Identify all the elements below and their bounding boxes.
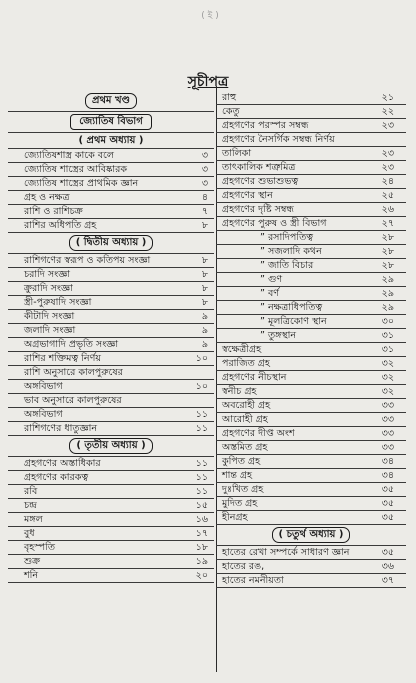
entry-title: বুধ xyxy=(24,528,35,539)
entry-title: গ্রহগণের স্থান xyxy=(222,190,273,201)
entry-title: রাশিগণের স্বরূপ ও কতিপয় সংজ্ঞা xyxy=(24,255,151,266)
chapter-1-heading: ( প্রথম অধ্যায় ) xyxy=(8,133,214,149)
entry-title: কুপিত গ্রহ xyxy=(222,456,261,467)
entry-page-number: ৩৩ xyxy=(381,414,394,425)
entry-page-number: ২৪ xyxy=(381,176,394,187)
chapter-2-label: ( দ্বিতীয় অধ্যায় ) xyxy=(69,235,154,251)
index-entry xyxy=(8,352,214,366)
index-entry xyxy=(8,394,214,408)
index-entry xyxy=(216,119,406,133)
entry-title: গ্রহগণের পুরুষ ও স্ত্রী বিভাগ xyxy=(222,218,327,229)
entry-title: তালিকা xyxy=(222,148,252,159)
entry-page-number: ১৮ xyxy=(195,542,208,553)
entry-page-number: ১১ xyxy=(195,472,208,483)
entry-page-number: ৮ xyxy=(201,255,208,266)
index-entry xyxy=(216,357,406,371)
entry-page-number: ১৯ xyxy=(195,556,208,567)
entry-page-number: ২৫ xyxy=(381,190,394,201)
index-entry xyxy=(8,191,214,205)
entry-page-number: ৩৩ xyxy=(381,442,394,453)
index-entry xyxy=(8,471,214,485)
chapter-4-heading xyxy=(216,525,406,546)
index-entry xyxy=(8,513,214,527)
index-entry xyxy=(8,338,214,352)
right-column xyxy=(216,91,416,588)
entry-title: রাশির অধিপতি গ্রহ xyxy=(24,220,97,231)
index-entry xyxy=(216,91,406,105)
entry-page-number: ৯ xyxy=(201,325,208,336)
index-entry xyxy=(216,133,406,147)
entry-title: ” বর্ণ xyxy=(260,288,279,299)
index-entry xyxy=(216,175,406,189)
index-entry xyxy=(8,254,214,268)
entry-page-number: ১৬ xyxy=(195,514,208,525)
entry-page-number: ১৭ xyxy=(195,528,208,539)
index-entry xyxy=(216,147,406,161)
entry-title: তাৎকালিক শত্রুমিত্র xyxy=(222,162,296,173)
index-entry xyxy=(216,231,406,245)
chapter-2-list xyxy=(8,254,216,436)
index-entry xyxy=(8,457,214,471)
entry-title: চন্দ্র xyxy=(24,500,37,511)
entry-title: গ্রহগণের অস্তাধিকার xyxy=(24,458,101,469)
entry-page-number: ১৫ xyxy=(195,500,208,511)
index-entry xyxy=(216,203,406,217)
entry-page-number: ৩ xyxy=(201,178,208,189)
index-entry xyxy=(8,408,214,422)
entry-title: জলাদি সংজ্ঞা xyxy=(24,325,76,336)
entry-title: কেতু xyxy=(222,106,240,117)
index-entry xyxy=(216,245,406,259)
entry-page-number: ১১ xyxy=(195,486,208,497)
entry-title: মুদিত গ্রহ xyxy=(222,498,258,509)
entry-page-number: ২৯ xyxy=(381,288,394,299)
entry-title: স্বনীচ গ্রহ xyxy=(222,386,257,397)
index-entry xyxy=(8,555,214,569)
index-entry xyxy=(8,324,214,338)
entry-title: রবি xyxy=(24,486,38,497)
entry-page-number: ২৯ xyxy=(381,274,394,285)
entry-page-number: ২৮ xyxy=(381,260,394,271)
entry-title: চরাদি সংজ্ঞা xyxy=(24,269,71,280)
index-entry xyxy=(216,161,406,175)
left-column xyxy=(8,91,216,583)
entry-page-number: ৩৫ xyxy=(381,547,394,558)
entry-page-number: ১১ xyxy=(195,423,208,434)
entry-page-number: ২৮ xyxy=(381,232,394,243)
index-entry xyxy=(8,380,214,394)
entry-title: গ্রহগণের দৃষ্টি সম্বন্ধ xyxy=(222,204,294,215)
entry-title: গ্রহগণের কারকত্ব xyxy=(24,472,89,483)
right-list-b xyxy=(216,546,416,588)
entry-page-number: ২৬ xyxy=(381,204,394,215)
entry-title: পরাজিত গ্রহ xyxy=(222,358,270,369)
entry-page-number: ২৩ xyxy=(381,148,394,159)
index-entry xyxy=(8,163,214,177)
index-entry xyxy=(216,301,406,315)
index-entry xyxy=(216,483,406,497)
entry-page-number: ৩ xyxy=(201,164,208,175)
entry-page-number: ৩৫ xyxy=(381,512,394,523)
entry-page-number: ২৩ xyxy=(381,120,394,131)
entry-title: মঙ্গল xyxy=(24,514,43,525)
entry-title: গ্রহগণের শুভাশুভত্ব xyxy=(222,176,299,187)
entry-page-number: ৩১ xyxy=(381,330,394,341)
entry-title: শান্ত গ্রহ xyxy=(222,470,253,481)
index-entry xyxy=(8,310,214,324)
chapter-4-label: ( চতুর্থ অধ্যায় ) xyxy=(272,527,351,543)
index-entry xyxy=(216,399,406,413)
entry-title: গ্রহগণের পরস্পর সম্বন্ধ xyxy=(222,120,309,131)
entry-page-number: ৮ xyxy=(201,220,208,231)
entry-page-number: ২১ xyxy=(381,92,394,103)
entry-page-number: ২২ xyxy=(381,106,394,117)
entry-page-number: ৯ xyxy=(201,339,208,350)
entry-page-number: ২৮ xyxy=(381,246,394,257)
entry-title: বৃহস্পতি xyxy=(24,542,56,553)
entry-page-number: ১১ xyxy=(195,409,208,420)
entry-title: জ্যোতিষশাস্ত্র কাকে বলে xyxy=(24,150,114,161)
entry-title: শনি xyxy=(24,570,39,581)
index-entry xyxy=(8,296,214,310)
entry-page-number: ৩৬ xyxy=(381,561,394,572)
entry-title: অঙ্গবিভাগ xyxy=(24,409,63,420)
index-entry xyxy=(216,574,406,588)
entry-page-number: ৩৩ xyxy=(381,428,394,439)
entry-page-number: ৩৪ xyxy=(381,456,394,467)
index-entry xyxy=(8,541,214,555)
chapter-3-label: ( তৃতীয় অধ্যায় ) xyxy=(69,438,152,454)
index-entry xyxy=(216,511,406,525)
entry-page-number: ৩৭ xyxy=(381,575,394,586)
index-entry xyxy=(216,427,406,441)
index-entry xyxy=(8,149,214,163)
entry-title: অবরোহী গ্রহ xyxy=(222,400,271,411)
section-heading xyxy=(8,112,214,133)
entry-title: রাশিগণের ধাতুজ্ঞান xyxy=(24,423,98,434)
index-entry xyxy=(8,366,214,380)
entry-page-number: ৮ xyxy=(201,297,208,308)
index-entry xyxy=(216,287,406,301)
index-entry xyxy=(216,217,406,231)
entry-page-number: ১০ xyxy=(195,353,208,364)
entry-title: অগ্রভাগাদি প্রভৃতি সংজ্ঞা xyxy=(24,339,119,350)
entry-title: অঙ্গবিভাগ xyxy=(24,381,63,392)
entry-page-number: ৩৫ xyxy=(381,484,394,495)
entry-title: ” নক্ষত্রাধিপতিত্ব xyxy=(260,302,323,313)
entry-title: ক্রুরাদি সংজ্ঞা xyxy=(24,283,73,294)
entry-title: রাশি ও রাশিচক্র xyxy=(24,206,83,217)
entry-title: কীটাদি সংজ্ঞা xyxy=(24,311,75,322)
index-entry xyxy=(8,527,214,541)
index-entry xyxy=(8,205,214,219)
entry-title: হাতের রঙ, xyxy=(222,561,265,572)
entry-page-number: ৩২ xyxy=(381,386,394,397)
entry-title: ” জাতি বিচার xyxy=(260,260,314,271)
entry-title: জ্যোতিষ শাস্ত্রের আবিষ্কারক xyxy=(24,164,128,175)
chapter-3-heading xyxy=(8,436,214,457)
index-entry xyxy=(216,273,406,287)
entry-page-number: ৩০ xyxy=(381,316,394,327)
entry-page-number: ৩ xyxy=(201,150,208,161)
chapter-1-list xyxy=(8,149,216,233)
index-entry xyxy=(216,546,406,560)
index-entry xyxy=(8,177,214,191)
entry-page-number: ৩৪ xyxy=(381,470,394,481)
entry-page-number: ২৭ xyxy=(381,218,394,229)
entry-title: জ্যোতিষ শাস্ত্রের প্রাথমিক জ্ঞান xyxy=(24,178,139,189)
entry-title: রাশির শক্তিমত্ব নির্ণয় xyxy=(24,353,101,364)
index-entry xyxy=(216,455,406,469)
entry-page-number: ৭ xyxy=(201,206,208,217)
part-heading-label: প্রথম খণ্ড xyxy=(85,93,137,109)
entry-title: ভাব অনুসারে কালপুরুষের xyxy=(24,395,122,406)
entry-page-number: ৯ xyxy=(201,311,208,322)
index-entry xyxy=(216,497,406,511)
entry-page-number: ৩৩ xyxy=(381,400,394,411)
index-entry xyxy=(216,315,406,329)
index-entry xyxy=(8,499,214,513)
chapter-2-heading xyxy=(8,233,214,254)
entry-page-number: ২৩ xyxy=(381,162,394,173)
entry-title: রাহু xyxy=(222,92,237,103)
entry-title: ” রসাদিপতিত্ব xyxy=(260,232,313,243)
entry-title: স্বক্ষেত্রীগ্রহ xyxy=(222,344,262,355)
entry-title: হাতের রেখা সম্পর্কে সাধারণ জ্ঞান xyxy=(222,547,350,558)
entry-title: গ্রহগণের নৈসর্গিক সম্বন্ধ নির্ণয় xyxy=(222,134,335,145)
index-entry xyxy=(216,259,406,273)
page-title: সূচীপত্র xyxy=(187,74,229,90)
entry-title: দুঃখিত গ্রহ xyxy=(222,484,264,495)
entry-page-number: ৮ xyxy=(201,269,208,280)
index-entry xyxy=(216,413,406,427)
index-entry xyxy=(216,560,406,574)
entry-title: হাতের নমনীয়তা xyxy=(222,575,284,586)
index-entry xyxy=(216,189,406,203)
index-entry xyxy=(8,282,214,296)
entry-title: ” মূলত্রিকোণ স্থান xyxy=(260,316,327,327)
index-entry xyxy=(8,219,214,233)
entry-page-number: ৩২ xyxy=(381,372,394,383)
entry-title: ” সজলাদি কথন xyxy=(260,246,322,257)
entry-title: গ্রহগণের নীচস্থান xyxy=(222,372,287,383)
right-list-a xyxy=(216,91,416,525)
entry-title: গ্রহ ও নক্ষত্র xyxy=(24,192,70,203)
entry-title: ” গুণ xyxy=(260,274,283,285)
entry-title: অস্তমিত গ্রহ xyxy=(222,442,268,453)
entry-title: শুক্র xyxy=(24,556,41,567)
entry-page-number: ১১ xyxy=(195,458,208,469)
entry-title: স্ত্রী-পুরুষাদি সংজ্ঞা xyxy=(24,297,92,308)
entry-page-number: ২০ xyxy=(195,570,208,581)
entry-page-number: ২৯ xyxy=(381,302,394,313)
entry-page-number: ৪ xyxy=(201,192,208,203)
index-entry xyxy=(8,569,214,583)
index-entry xyxy=(216,343,406,357)
entry-page-number: ৩৫ xyxy=(381,498,394,509)
entry-page-number: ১০ xyxy=(195,381,208,392)
index-entry xyxy=(216,329,406,343)
entry-title: আরোহী গ্রহ xyxy=(222,414,268,425)
part-heading xyxy=(8,91,214,112)
index-entry xyxy=(8,422,214,436)
entry-title: গ্রহগণের দীপ্ত অংশ xyxy=(222,428,295,439)
index-entry xyxy=(216,469,406,483)
entry-page-number: ৮ xyxy=(201,283,208,294)
entry-page-number: ৩২ xyxy=(381,358,394,369)
section-heading-label: জ্যোতিষ বিভাগ xyxy=(70,114,152,130)
entry-title: রাশি অনুসারে কালপুরুষের xyxy=(24,367,123,378)
entry-page-number: ৩১ xyxy=(381,344,394,355)
index-entry xyxy=(8,268,214,282)
page-header-mark: ( ই ) xyxy=(201,11,219,21)
index-entry xyxy=(216,385,406,399)
index-entry xyxy=(216,371,406,385)
entry-title: ” তুঙ্গস্থান xyxy=(260,330,297,341)
chapter-3-list xyxy=(8,457,216,583)
index-entry xyxy=(216,105,406,119)
entry-title: হীনগ্রহ xyxy=(222,512,248,523)
index-entry xyxy=(216,441,406,455)
index-entry xyxy=(8,485,214,499)
